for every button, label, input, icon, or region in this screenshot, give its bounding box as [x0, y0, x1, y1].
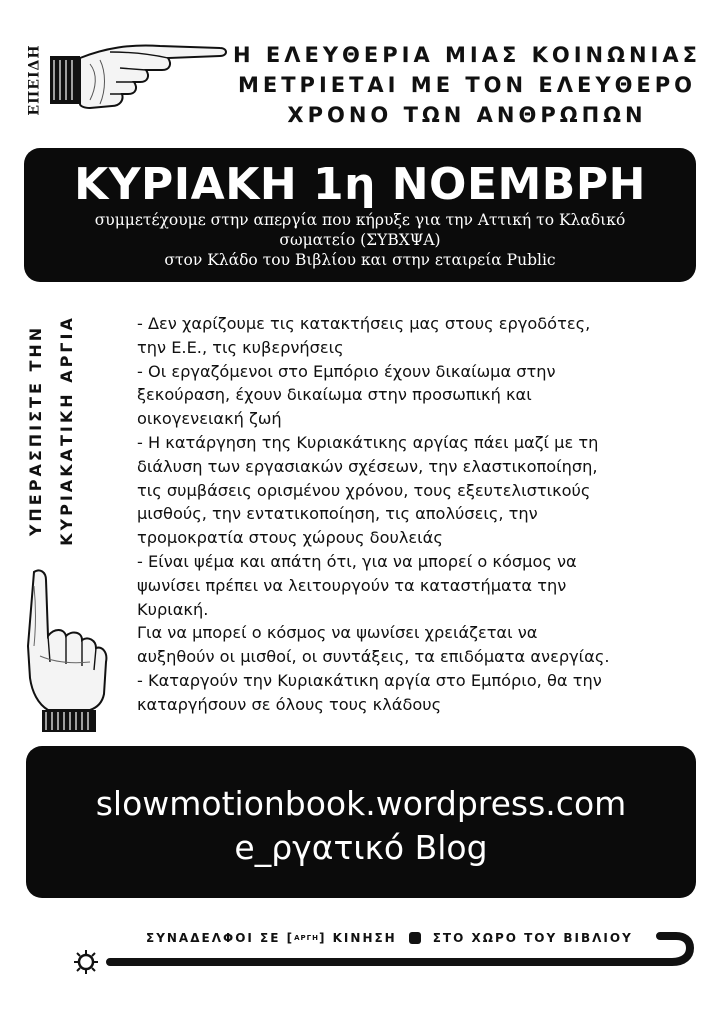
headline [222, 40, 712, 130]
body-line: μισθούς, την εντατικοποίηση, τις απολύσεις, την [137, 504, 538, 524]
footer-sup: ΑΡΓΗ [294, 934, 319, 942]
side-slogan-line-1: ΥΠΕΡΑΣΠΙΣΤΕ ΤΗΝ [26, 324, 46, 536]
side-slogan-line-2: ΚΥΡΙΑΚΑΤΙΚΗ ΑΡΓΙΑ [56, 314, 76, 546]
epeidh-text: ΕΠΕΙΔΗ [27, 44, 44, 116]
body-line: ξεκούραση, έχουν δικαίωμα στην προσωπική και [137, 385, 532, 405]
footer-part-1: ΣΥΝΑΔΕΛΦΟΙ ΣΕ [ [146, 931, 295, 945]
side-slogan [22, 300, 86, 560]
body-line: τις συμβάσεις ορισμένου χρόνου, τους εξευτελιστικούς [137, 480, 591, 500]
footer-part-3: ΣΤΟ ΧΩΡΟ ΤΟΥ ΒΙΒΛΙΟΥ [432, 931, 633, 945]
banner-sub-line-3: στον Κλάδο του Βιβλίου και στην εταιρεία Public [164, 251, 556, 269]
banner-sub-line-1: συμμετέχουμε στην απεργία που κήρυξε για την Αττική το Κλαδικό [94, 211, 626, 229]
body-text [137, 312, 702, 717]
blog-url[interactable]: slowmotionbook.wordpress.com [95, 784, 627, 823]
body-line: ψωνίσει πρέπει να λειτουργούν τα καταστήματα την [137, 575, 567, 595]
body-line: αυξηθούν οι μισθοί, οι συντάξεις, τα επιδόματα ανεργίας. [137, 647, 610, 667]
body-line: - Καταργούν την Κυριακάτικη αργία στο Εμπόριο, θα την [137, 670, 602, 690]
headline-line-2: ΜΕΤΡΙΕΤΑΙ ΜΕ ΤΟΝ ΕΛΕΥΘΕΡΟ [237, 73, 697, 97]
body-line: τρομοκρατία στους χώρους δουλειάς [137, 528, 443, 548]
body-line: την Ε.Ε., τις κυβερνήσεις [137, 337, 344, 357]
body-line: - Είναι ψέμα και απάτη ότι, για να μπορεί ο κόσμος να [137, 551, 577, 571]
headline-line-3: ΧΡΟΝΟ ΤΩΝ ΑΝΘΡΩΠΩΝ [287, 103, 647, 127]
pointing-hand-right-icon [50, 38, 228, 124]
body-line: - Οι εργαζόμενοι στο Εμπόριο έχουν δικαίωμα στην [137, 361, 556, 381]
footer-separator-icon [409, 932, 421, 944]
headline-line-1: Η ΕΛΕΥΘΕΡΙΑ ΜΙΑΣ ΚΟΙΝΩΝΙΑΣ [233, 43, 701, 67]
footer-part-2: ] ΚΙΝΗΣΗ [318, 931, 397, 945]
blog-name: e_ργατικό Blog [234, 828, 488, 867]
body-line: καταργήσουν σε όλους τους κλάδους [137, 694, 442, 714]
body-line: Για να μπορεί ο κόσμος να ψωνίσει χρειάζεται να [137, 623, 538, 643]
raised-hand-icon [20, 566, 112, 734]
body-line: - Η κατάργηση της Κυριακάτικης αργίας πάει μαζί με τη [137, 432, 599, 452]
banner-sub-line-2: σωματείο (ΣΥΒΧΨΑ) [279, 231, 441, 249]
body-line: οικογενειακή ζωή [137, 409, 282, 429]
body-line: διάλυση των εργασιακών σχέσεων, την ελαστικοποίηση, [137, 456, 598, 476]
banner-title: ΚΥΡΙΑΚΗ 1η ΝΟΕΜΒΡΗ [74, 159, 646, 210]
sun-logo-icon [74, 950, 98, 974]
body-line: - Δεν χαρίζουμε τις κατακτήσεις μας στους εργοδότες, [137, 314, 591, 333]
epeidh-label [22, 30, 48, 130]
blog-box [26, 746, 696, 898]
footer-text [146, 931, 633, 945]
body-line: Κυριακή. [137, 599, 209, 619]
date-banner [24, 148, 696, 282]
